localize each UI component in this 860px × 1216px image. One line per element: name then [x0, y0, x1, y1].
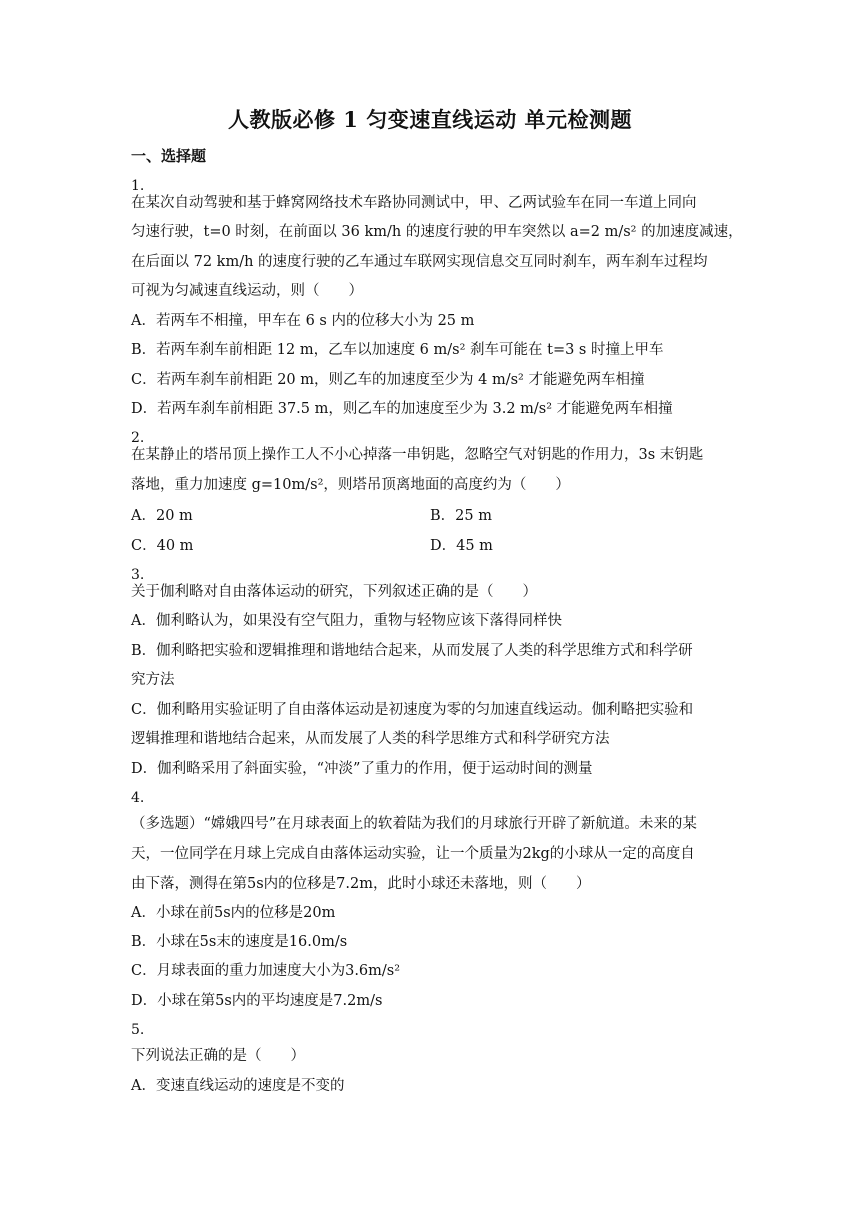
- option-c: C．伽利略用实验证明了自由落体运动是初速度为零的匀加速直线运动。伽利略把实验和: [131, 702, 694, 718]
- question-number: 2.: [131, 430, 145, 446]
- option-d: D．小球在第5s内的平均速度是7.2m/s: [131, 993, 383, 1009]
- option-d: D．45 m: [430, 538, 493, 554]
- option-b: B．小球在5s末的速度是16.0m/s: [131, 934, 348, 950]
- question-stem-line: 在某静止的塔吊顶上操作工人不小心掉落一串钥匙，忽略空气对钥匙的作用力，3s 末钥匙: [131, 447, 704, 463]
- question-number: 3.: [131, 567, 145, 583]
- question-stem-line: （多选题）“嫦娥四号”在月球表面上的软着陆为我们的月球旅行开辟了新航道。未来的某: [131, 816, 697, 832]
- option-d: D．若两车刹车前相距 37.5 m，则乙车的加速度至少为 3.2 m/s² 才能避免两车相撞: [131, 401, 673, 417]
- question-number: 4.: [131, 790, 145, 806]
- question-stem-line: 在某次自动驾驶和基于蜂窝网络技术车路协同测试中，甲、乙两试验车在同一车道上同向: [131, 195, 697, 211]
- option-c-continued: 逻辑推理和谐地结合起来，从而发展了人类的科学思维方式和科学研究方法: [131, 731, 610, 747]
- document-title: 人教版必修 1 匀变速直线运动 单元检测题: [227, 107, 633, 132]
- question-stem-line: 在后面以 72 km/h 的速度行驶的乙车通过车联网实现信息交互同时刹车，两车刹车过程均: [131, 254, 708, 270]
- question-stem-line: 下列说法正确的是（ ）: [131, 1048, 305, 1064]
- option-a: A．小球在前5s内的位移是20m: [131, 905, 336, 921]
- option-b-continued: 究方法: [131, 672, 175, 688]
- question-stem-line: 关于伽利略对自由落体运动的研究，下列叙述正确的是（ ）: [131, 584, 537, 600]
- question-stem-line: 天，一位同学在月球上完成自由落体运动实验，让一个质量为2kg的小球从一定的高度自: [131, 846, 695, 862]
- option-c: C．月球表面的重力加速度大小为3.6m/s²: [131, 963, 401, 979]
- option-c: C．若两车刹车前相距 20 m，则乙车的加速度至少为 4 m/s² 才能避免两车相撞: [131, 372, 645, 388]
- question-stem-line: 匀速行驶，t=0 时刻，在前面以 36 km/h 的速度行驶的甲车突然以 a=2 m/s² 的加速度减速，: [131, 224, 743, 240]
- option-b: B．伽利略把实验和逻辑推理和谐地结合起来，从而发展了人类的科学思维方式和科学研: [131, 643, 693, 659]
- option-a: A．若两车不相撞，甲车在 6 s 内的位移大小为 25 m: [131, 313, 475, 329]
- option-b: B．若两车刹车前相距 12 m，乙车以加速度 6 m/s² 刹车可能在 t=3 s 时撞上甲车: [131, 342, 664, 358]
- option-b: B．25 m: [430, 508, 492, 524]
- section-heading: 一、选择题: [131, 147, 207, 165]
- question-stem-line: 落地，重力加速度 g=10m/s²，则塔吊顶离地面的高度约为（ ）: [131, 477, 570, 493]
- question-stem-line: 可视为匀减速直线运动，则（ ）: [131, 283, 363, 299]
- option-a: A．变速直线运动的速度是不变的: [131, 1078, 345, 1094]
- option-d: D．伽利略采用了斜面实验，“冲淡”了重力的作用，便于运动时间的测量: [131, 761, 593, 777]
- option-a: A．20 m: [131, 508, 193, 524]
- question-stem-line: 由下落，测得在第5s内的位移是7.2m，此时小球还未落地，则（ ）: [131, 876, 591, 892]
- question-number: 1.: [131, 178, 145, 194]
- option-a: A．伽利略认为，如果没有空气阻力，重物与轻物应该下落得同样快: [131, 613, 562, 629]
- question-number: 5.: [131, 1022, 145, 1038]
- option-c: C．40 m: [131, 538, 194, 554]
